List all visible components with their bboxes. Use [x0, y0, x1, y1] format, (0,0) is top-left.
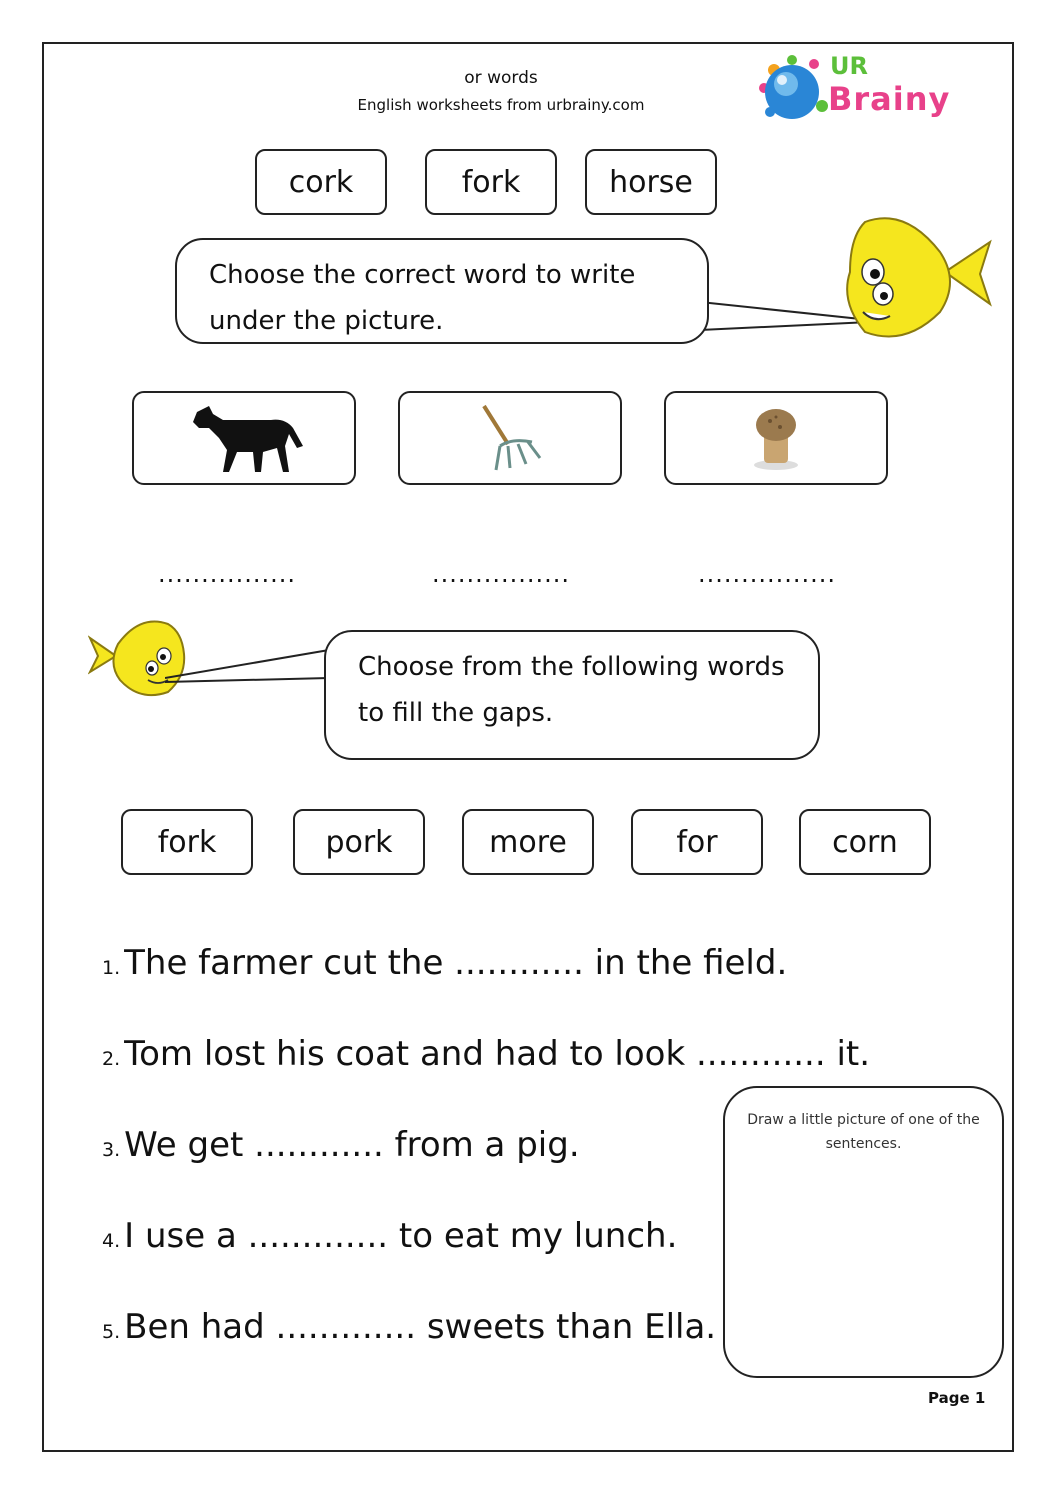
- word-box-cork: cork: [255, 149, 387, 215]
- urbrainy-logo: [752, 50, 952, 130]
- sentence-text: We get ............ from a pig.: [124, 1125, 580, 1165]
- instruction-2-line-2: to fill the gaps.: [358, 698, 554, 728]
- instruction-2-line-1: Choose from the following words: [358, 652, 785, 682]
- picture-box-horse: [132, 391, 356, 485]
- worksheet-title: or words: [464, 68, 538, 88]
- instruction-bubble-1: [175, 238, 709, 344]
- sentence-4[interactable]: [102, 1216, 677, 1256]
- sentence-5[interactable]: [102, 1307, 716, 1347]
- sentence-3[interactable]: [102, 1125, 580, 1165]
- logo-text-brainy: Brainy: [828, 80, 951, 118]
- gap-word-more: more: [462, 809, 594, 875]
- sentence-text: The farmer cut the ............ in the field.: [124, 943, 788, 983]
- cork-icon: [746, 403, 806, 473]
- gap-word-pork: pork: [293, 809, 425, 875]
- instruction-1-line-1: Choose the correct word to write: [209, 260, 636, 290]
- worksheet-subtitle: English worksheets from urbrainy.com: [357, 96, 645, 114]
- picture-box-pitchfork: [398, 391, 622, 485]
- word-box-horse: horse: [585, 149, 717, 215]
- word-box-fork: fork: [425, 149, 557, 215]
- sentence-number: 2.: [102, 1048, 121, 1070]
- sentence-number: 5.: [102, 1321, 121, 1343]
- sentence-text: Ben had ............. sweets than Ella.: [124, 1307, 717, 1347]
- drawing-box-instruction: Draw a little picture of one of the sentences.: [747, 1112, 980, 1152]
- instruction-1-line-2: under the picture.: [209, 306, 444, 336]
- gap-word-for: for: [631, 809, 763, 875]
- fish-mascot-icon: [845, 212, 995, 346]
- sentence-number: 1.: [102, 957, 121, 979]
- drawing-box[interactable]: [723, 1086, 1004, 1378]
- answer-line-3[interactable]: ................: [698, 560, 837, 588]
- answer-line-2[interactable]: ................: [432, 560, 571, 588]
- sentence-number: 3.: [102, 1139, 121, 1161]
- gap-word-corn: corn: [799, 809, 931, 875]
- horse-icon: [179, 398, 309, 478]
- bubble2-pointer: [165, 648, 335, 694]
- instruction-bubble-2: [324, 630, 820, 760]
- pitchfork-icon: [470, 398, 550, 478]
- sentence-text: Tom lost his coat and had to look ............ it.: [124, 1034, 871, 1074]
- sentence-text: I use a ............. to eat my lunch.: [124, 1216, 678, 1256]
- picture-box-cork: [664, 391, 888, 485]
- sentence-2[interactable]: [102, 1034, 870, 1074]
- page-number: Page 1: [928, 1389, 986, 1407]
- gap-word-fork: fork: [121, 809, 253, 875]
- logo-text-ur: UR: [830, 52, 868, 80]
- sentence-1[interactable]: [102, 943, 787, 983]
- sentence-number: 4.: [102, 1230, 121, 1252]
- answer-line-1[interactable]: ................: [158, 560, 297, 588]
